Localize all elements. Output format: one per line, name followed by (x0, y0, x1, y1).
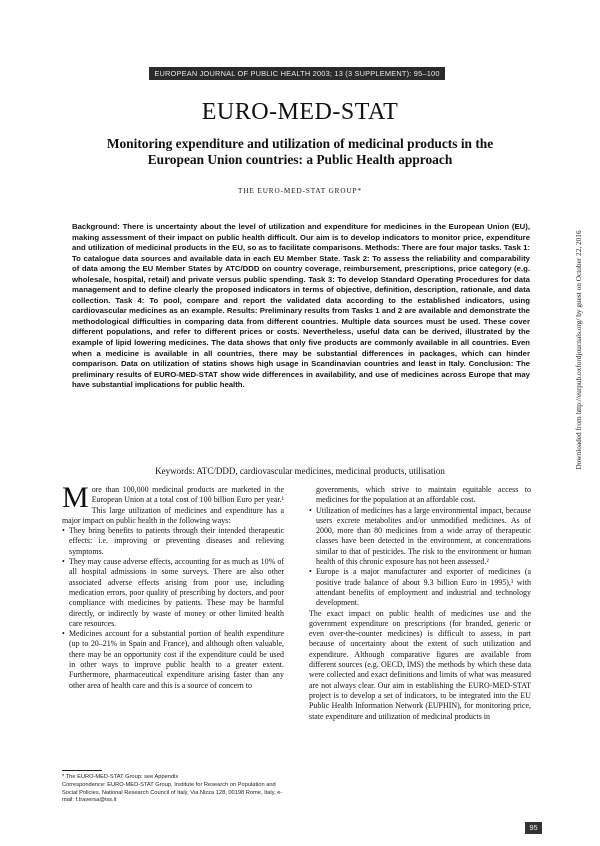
continuation-text: governments, which strive to maintain equitable access to medicines for the population at an affordable cost. (316, 485, 531, 505)
left-column (62, 481, 284, 691)
bullet-item: • Europe is a major manufacturer and exporter of medicines (a positive trade balance of about 9.3 billion Euro in 1995),³ with attendant benefits of employment and industrial and technology development. (309, 567, 531, 608)
running-head: EUROPEAN JOURNAL OF PUBLIC HEALTH 2003; 13 (3 SUPPLEMENT): 95–100 (149, 67, 445, 80)
bullet-item: • They may cause adverse effects, accounting for as much as 10% of all hospital admissions in some surveys. There are also other associated adverse effects arising from poor use, including medication errors, poor quality of prescribing by doctors, and poor compliance with medicines by patients. These may be harmful directly, or indirectly by waste of money or other limited health care resources. (62, 557, 284, 629)
article-title: EURO-MED-STAT (201, 99, 399, 125)
right-column (309, 485, 531, 722)
page-number: 95 (525, 822, 542, 834)
right-bullet-list (309, 506, 531, 609)
bullet-item: • They bring benefits to patients through their intended therapeutic effects: i.e. improving or preventing diseases and relieving symptoms. (62, 526, 284, 557)
left-bullet-list (62, 526, 284, 691)
abstract: Background: There is uncertainty about the level of utilization and expenditure for medicines in the European Union (EU), making assessment of their impact on public health difficult. Our aim is to develop indicators to monitor price, expenditure and utilization of medicinal products in the EU, so as to facilitate comparisons. Methods: There are four major tasks. Task 1: To catalogue data sources and available data in each EU Member State. Task 2: To assess the reliability and comparability of data among the EU Member States by ATC/DDD on country coverage, reimbursement, prescriptions, price category (e.g. wholesale, hospital, retail) and private versus public spending. Task 3: To develop Standard Operating Procedures for data management and to define clearly the proposed indicators in terms of objective, definition, description, rationale, and data collection. Task 4: To pool, compare and report the validated data according to the established indicators, using cardiovascular medicines as an example. Results: Preliminary results from Tasks 1 and 2 are available and demonstrate the methodological difficulties in comparing data from different countries. Multiple data sources must be used. These cover different populations, and refer to different prices or costs. Nevertheless, useful data can be derived, illustrated by the example of lipid lowering medicines. The data shows that only five products are commonly available in all countries. Even when a medicine is available in all countries, there may be substantial differences in packages, which can hinder comparison. Data on utilization of statins shows high usage in Scandinavian countries and least in Italy. Conclusion: The preliminary results of EURO-MED-STAT show wide differences in availability, and use of medicines across Europe that may have substantial implications for public health. (72, 222, 530, 390)
intro-paragraph: More than 100,000 medicinal products are marketed in the European Union at a total cost of 100 billion Euro per year.¹ This large utilization of medicines and expenditure has a major impact on public health in the following ways: (62, 481, 284, 525)
bullet-item: • Medicines account for a substantial portion of health expenditure (up to 20–21% in Spain and France), and although often valuable, there may be an opportunity cost if the expenditure could be used in other ways to improve public health to a greater extent. Furthermore, pharmaceutical expenditure arising faster than any other area of health care and this is a source of concern to (62, 629, 284, 691)
keywords-line: Keywords: ATC/DDD, cardiovascular medicines, medicinal products, utilisation (155, 466, 445, 476)
article-subtitle: Monitoring expenditure and utilization of medicinal products in the European Union countries: a Public Health approach (106, 136, 494, 167)
footnote-correspondence: Correspondence: EURO-MED-STAT Group, Institute for Research on Population and Social Policies, National Research Council of Italy, Via Nizza 128, 00198 Rome, Italy, e-mail: f.traversa@iss.it (62, 781, 283, 804)
author-line: THE EURO-MED-STAT GROUP* (238, 187, 362, 195)
download-watermark: Downloaded from http://eurpub.oxfordjournals.org/ by guest on October 22, 2016 (574, 230, 583, 470)
bullet-item: • Utilization of medicines has a large environmental impact, because users excrete metabolites and/or unmodified medicines. As of 2000, more than 80 medicines from a wide array of therapeutic classes have been detected in the environment, at concentrations similar to that of pesticides. The risk to the environment or human health of this chronic exposure has not been assessed.² (309, 506, 531, 568)
footnotes (62, 774, 284, 805)
footnote-group: * The EURO-MED-STAT Group: see Appendix (62, 774, 179, 780)
body-paragraph: The exact impact on public health of medicines use and the government expenditure on prescriptions (for branded, generic or even over-the-counter medicines) is difficult to assess, in part because of uncertainty about the extent of such utilization and expenditure. Although comparative figures are available from different sources (e.g. OECD, IMS) the methods by which these data were collected and exact definitions and limits of what was measured are not always clear. Our aim in establishing the EURO-MED-STAT project is to develop a set of indicators, to be integrated into the EU Public Health Information Network (EUPHIN), for monitoring price, state expenditure and utilization of medicinal products in (309, 608, 531, 721)
footnote-rule (62, 770, 102, 771)
